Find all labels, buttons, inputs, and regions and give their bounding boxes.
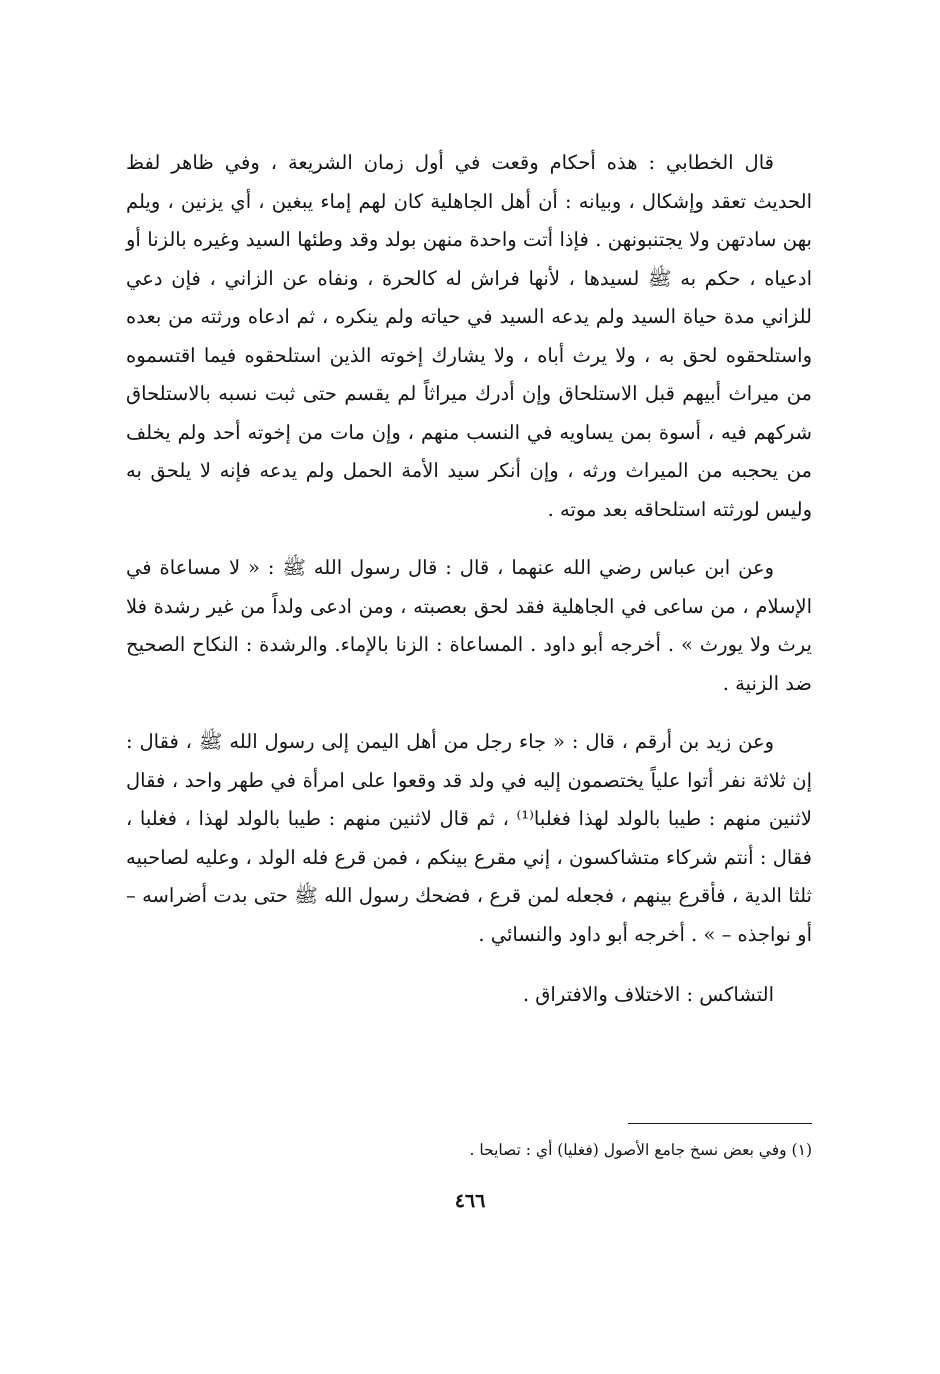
paragraph-ibn-abbas-hadith: وعن ابن عباس رضي الله عنهما ، قال : قال رسول الله ﷺ : « لا مساعاة في الإسلام ، من ساعى في الجاهلية فقد لحق بعصبته ، ومن ادعى ولداً من غير رشدة فلا يرث ولا يورث » . أخرجه أبو داود . المساعاة : الزنا بالإماء. والرشدة : النكاح الصحيح ضد الزنية . bbox=[126, 556, 812, 695]
paragraph-tashakus-definition: التشاكس : الاختلاف والافتراق . bbox=[522, 983, 774, 1006]
footnote-divider bbox=[628, 1123, 812, 1124]
footnote: (١) وفي بعض نسخ جامع الأصول (فغليا) أي : تصايحا . bbox=[469, 1141, 812, 1159]
page-number: ٤٦٦ bbox=[454, 1190, 486, 1212]
paragraph-zayd-ibn-arqam-hadith: وعن زيد بن أرقم ، قال : « جاء رجل من أهل اليمن إلى رسول الله ﷺ ، فقال : إن ثلاثة نفر أتوا علياً يختصمون إليه في ولد قد وقعوا على امرأة في طهر واحد ، فقال لاثنين منهم : طيبا بالولد لهذا فغلبا⁽¹⁾ ، ثم قال لاثنين منهم : طيبا بالولد لهذا ، فغلبا ، فقال : أنتم شركاء متشاكسون ، إني مقرع بينكم ، فمن قرع فله الولد ، وعليه لصاحبيه ثلثا الدية ، فأقرع بينهم ، فجعله لمن قرع ، فضحك رسول الله ﷺ حتى بدت أضراسه – أو نواجذه – » . أخرجه أبو داود والنسائي . bbox=[126, 730, 812, 946]
paragraph-khattabi-commentary: قال الخطابي : هذه أحكام وقعت في أول زمان الشريعة ، وفي ظاهر لفظ الحديث تعقد وإشكال ، وبيانه : أن أهل الجاهلية كان لهم إماء يبغين ، أي يزنين ، ويلم بهن سادتهن ولا يجتنبونهن . فإذا أتت واحدة منهن بولد وقد وطئها السيد وغيره بالزنا أو ادعياه ، حكم به ﷺ لسيدها ، لأنها فراش له كالحرة ، ونفاه عن الزاني ، فإن دعي للزاني مدة حياة السيد ولم يدعه السيد في حياته ولم ينكره ، ثم ادعاه ورثته من بعده واستلحقوه لحق به ، ولا يرث أباه ، ولا يشارك إخوته الذين استلحقوه فيما اقتسموه من ميراث أبيهم قبل الاستلحاق وإن أدرك ميراثاً لم يقسم حتى ثبت نسبه بالاستلحاق شركهم فيه ، أسوة بمن يساويه في النسب منهم ، وإن مات من إخوته أحد ولم يخلف من يحجبه من الميراث ورثه ، وإن أنكر سيد الأمة الحمل ولم يدعه فإنه لا يلحق به وليس لورثته استلحاقه بعد موته . bbox=[126, 151, 812, 521]
main-text bbox=[126, 144, 812, 1035]
